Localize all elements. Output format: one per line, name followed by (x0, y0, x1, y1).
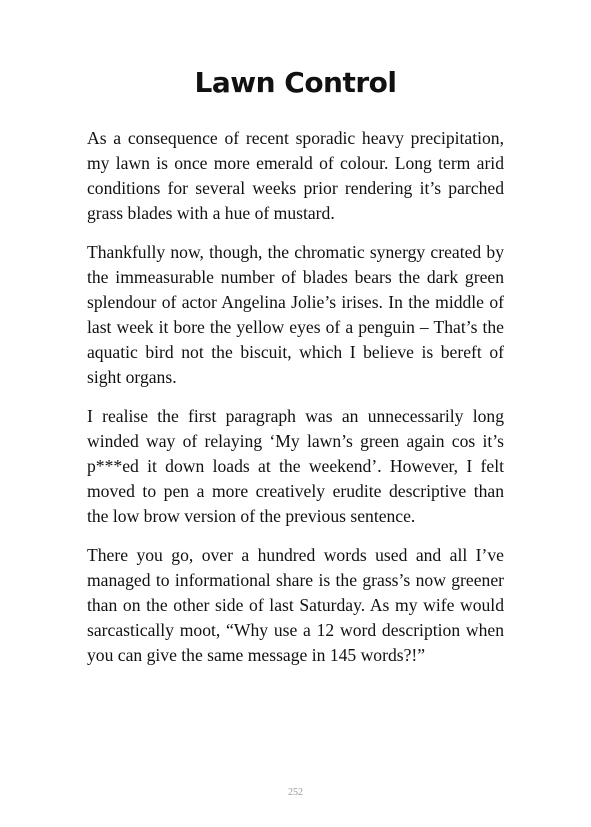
page-title: Lawn Control (194, 66, 397, 99)
body-text (87, 126, 504, 682)
page-number: 252 (288, 787, 303, 798)
paragraph: There you go, over a hundred words used and all I’ve managed to informational share is the grass’s now greener than on the other side of last Saturday. As my wife would sarcastically moot, “Why use a 12 word description when you can give the same message in 145 words?!” (87, 545, 504, 665)
paragraph: I realise the first paragraph was an unnecessarily long winded way of relaying ‘My lawn’s green again cos it’s p***ed it down loads at the weekend’. However, I felt moved to pen a more creatively erudite descriptive than the low brow version of the previous sentence. (87, 406, 504, 526)
paragraph: Thankfully now, though, the chromatic synergy created by the immeasurable number of blades bears the dark green splendour of actor Angelina Jolie’s irises. In the middle of last week it bore the yellow eyes of a penguin – That’s the aquatic bird not the biscuit, which I believe is bereft of sight organs. (87, 242, 504, 387)
paragraph: As a consequence of recent sporadic heavy precipitation, my lawn is once more emerald of colour. Long term arid conditions for several weeks prior rendering it’s parched grass blades with a hue of mustard. (87, 128, 504, 223)
